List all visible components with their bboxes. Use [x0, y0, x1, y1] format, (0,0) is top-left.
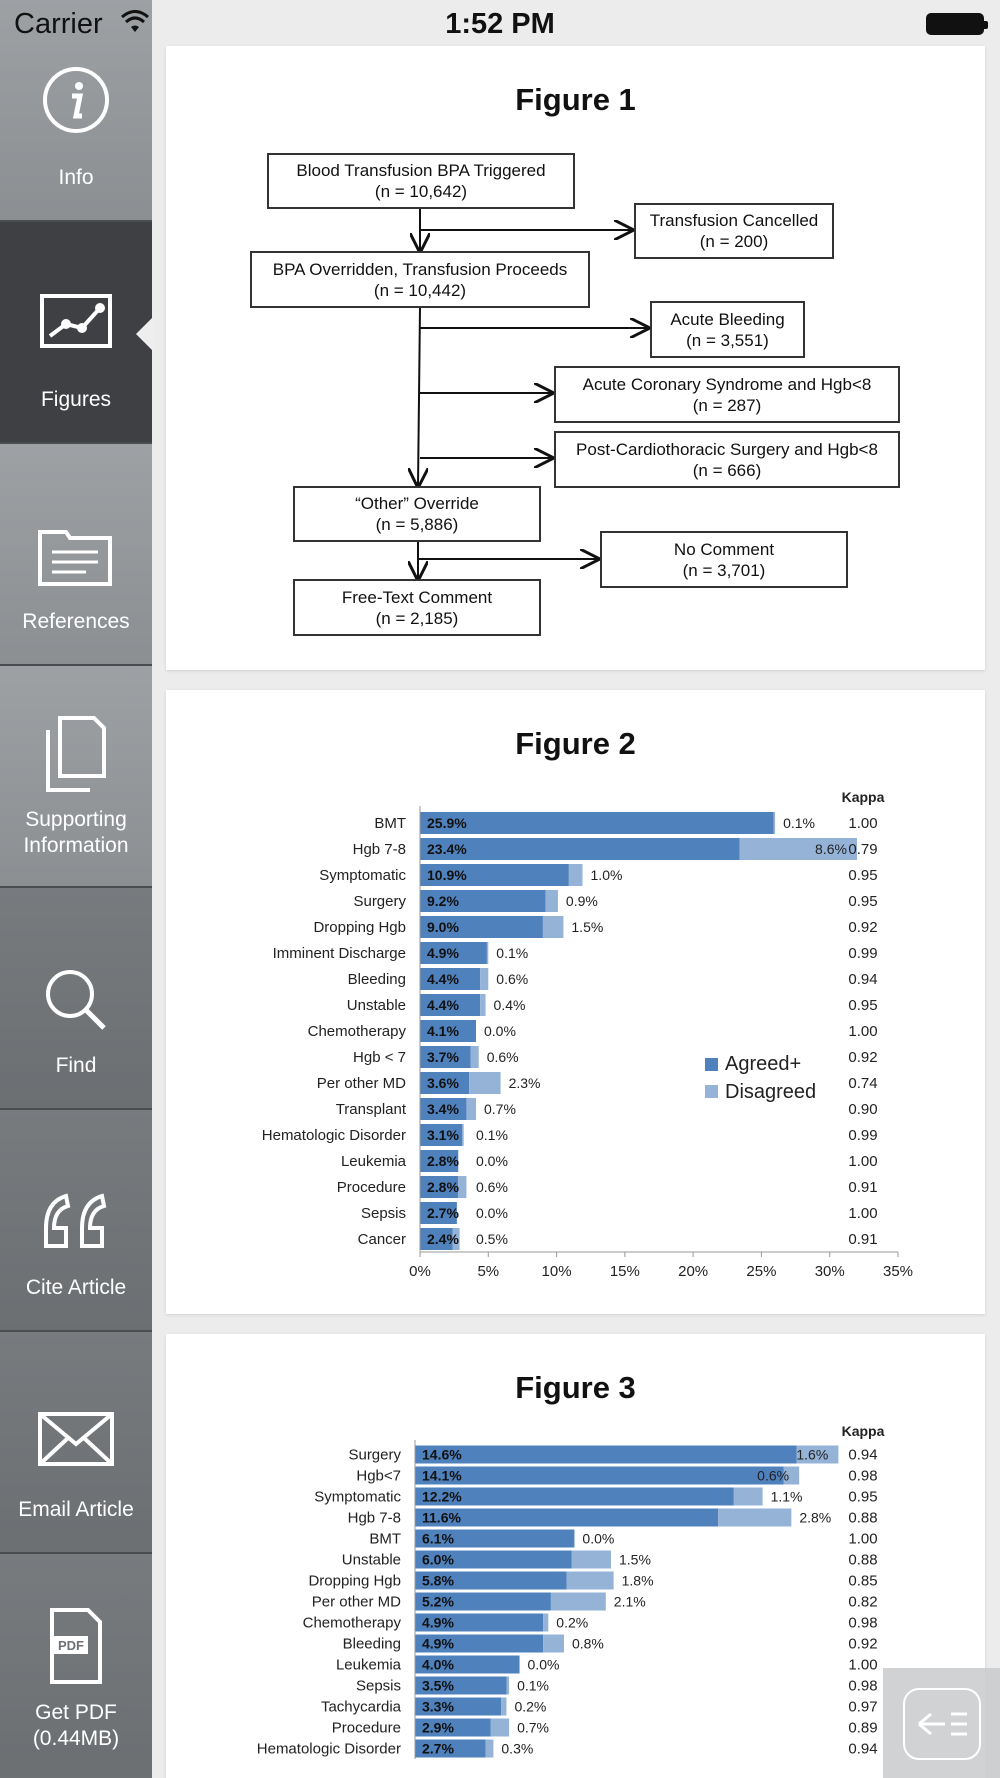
- category-label: Leukemia: [335, 1656, 401, 1674]
- carrier-label: Carrier: [14, 8, 103, 40]
- sidebar-item-label: Info: [58, 166, 94, 189]
- category-label: Hematologic Disorder: [256, 1740, 401, 1758]
- svg-text:PDF: PDF: [58, 1638, 84, 1653]
- kappa-value: 0.94: [848, 971, 878, 988]
- disagreed-value-label: 2.8%: [799, 1509, 832, 1526]
- flow-box-bpa-triggered: [267, 153, 575, 209]
- flow-box-count: (n = 3,551): [686, 330, 769, 350]
- sidebar-item-label: Get PDF (0.44MB): [32, 1701, 120, 1750]
- flow-box-acute-bleeding: [650, 301, 805, 358]
- disagreed-value-label: 0.1%: [476, 1127, 508, 1143]
- category-label: Transplant: [335, 1101, 406, 1118]
- kappa-value: 0.98: [848, 1467, 878, 1485]
- kappa-value: 0.91: [848, 1231, 878, 1248]
- agreed-value-label: 6.0%: [422, 1551, 454, 1568]
- category-label: BMT: [374, 815, 406, 832]
- agreed-value-label: 2.7%: [422, 1740, 454, 1757]
- category-label: Bleeding: [347, 971, 406, 988]
- disagreed-value-label: 0.9%: [565, 893, 598, 909]
- agreed-value-label: 23.4%: [427, 841, 467, 857]
- flow-box-label: Acute Bleeding: [670, 309, 785, 329]
- sidebar-item-label: Cite Article: [25, 1276, 127, 1299]
- flow-box-acute-coronary-syndrome: [554, 366, 900, 423]
- flow-box-count: (n = 5,886): [375, 515, 459, 534]
- category-label: Procedure: [331, 1719, 401, 1737]
- kappa-value: 1.00: [848, 1530, 878, 1548]
- x-tick-label: 20%: [678, 1263, 709, 1280]
- back-button[interactable]: [883, 1668, 1000, 1778]
- bar-agreed: [415, 1467, 784, 1485]
- agreed-value-label: 2.7%: [427, 1205, 459, 1221]
- category-label: Unstable: [341, 1551, 401, 1569]
- bar-agreed: [415, 1446, 797, 1464]
- disagreed-value-label: 0.6%: [486, 1049, 519, 1065]
- disagreed-value-label: 0.2%: [514, 1698, 547, 1715]
- kappa-value: 0.92: [848, 1635, 878, 1653]
- category-label: Hgb < 7: [353, 1049, 406, 1066]
- bar-disagreed: [543, 1635, 564, 1653]
- flow-box-count: (n = 287): [692, 395, 762, 415]
- bar-disagreed: [491, 1719, 509, 1737]
- disagreed-value-label: 0.4%: [493, 997, 526, 1013]
- category-label: Symptomatic: [314, 1488, 401, 1506]
- category-label: Cancer: [357, 1231, 406, 1248]
- agreed-value-label: 9.2%: [427, 893, 459, 909]
- sidebar-item-label: References: [22, 610, 130, 633]
- disagreed-value-label: 0.7%: [483, 1101, 516, 1117]
- bar-disagreed: [487, 942, 488, 964]
- disagreed-value-label: 0.0%: [476, 1205, 508, 1221]
- category-label: Surgery: [353, 893, 406, 910]
- agreed-value-label: 6.1%: [422, 1530, 454, 1547]
- bar-disagreed: [466, 1098, 476, 1120]
- sidebar-item-label: Figures: [40, 388, 112, 411]
- agreed-value-label: 2.9%: [422, 1719, 454, 1736]
- kappa-value: 0.74: [848, 1075, 878, 1092]
- agreed-value-label: 9.0%: [427, 919, 459, 935]
- bar-disagreed: [501, 1698, 506, 1716]
- flow-box-label: BPA Overridden, Transfusion Proceeds: [272, 259, 568, 279]
- figure-2-chart: [166, 690, 985, 1314]
- bar-agreed: [420, 812, 774, 834]
- battery-icon: [926, 13, 984, 35]
- agreed-value-label: 4.9%: [422, 1635, 454, 1652]
- agreed-value-label: 2.8%: [427, 1153, 459, 1169]
- legend-label-disagreed: Disagreed: [725, 1081, 817, 1103]
- category-label: Hgb 7-8: [347, 1509, 401, 1527]
- bar-disagreed: [506, 1677, 509, 1695]
- kappa-value: 0.89: [848, 1719, 878, 1737]
- kappa-value: 0.95: [848, 867, 878, 884]
- bar-disagreed: [774, 812, 775, 834]
- flow-box-count: (n = 10,642): [374, 182, 468, 201]
- kappa-value: 0.97: [848, 1698, 878, 1716]
- disagreed-value-label: 1.1%: [770, 1488, 803, 1505]
- category-label: Per other MD: [316, 1075, 406, 1092]
- bar-disagreed: [458, 1176, 466, 1198]
- agreed-value-label: 4.9%: [422, 1614, 454, 1631]
- kappa-value: 1.00: [848, 1656, 878, 1674]
- kappa-value: 0.85: [848, 1572, 878, 1590]
- email-icon: [36, 1402, 116, 1482]
- kappa-header: Kappa: [841, 789, 885, 805]
- disagreed-value-label: 0.2%: [556, 1614, 589, 1631]
- sidebar-item-supporting-information[interactable]: [0, 666, 152, 888]
- kappa-value: 0.92: [848, 1049, 878, 1066]
- disagreed-value-label: 0.7%: [517, 1719, 550, 1736]
- agreed-value-label: 12.2%: [422, 1488, 462, 1505]
- disagreed-value-label: 0.1%: [783, 815, 816, 831]
- agreed-value-label: 2.8%: [427, 1179, 459, 1195]
- status-bar: [0, 0, 1000, 46]
- agreed-value-label: 3.3%: [422, 1698, 454, 1715]
- bar-disagreed: [462, 1124, 463, 1146]
- agreed-value-label: 11.6%: [422, 1509, 461, 1526]
- kappa-value: 0.79: [848, 841, 878, 858]
- category-label: Leukemia: [340, 1153, 406, 1170]
- disagreed-value-label: 0.0%: [476, 1153, 508, 1169]
- category-label: Dropping Hgb: [308, 1572, 401, 1590]
- kappa-value: 0.95: [848, 893, 878, 910]
- figure-title: Figure 2: [515, 726, 636, 761]
- bar-disagreed: [718, 1509, 791, 1527]
- disagreed-value-label: 1.6%: [796, 1446, 829, 1463]
- agreed-value-label: 25.9%: [427, 815, 467, 831]
- figure-title: Figure 1: [515, 82, 636, 117]
- flow-box-label: Transfusion Cancelled: [649, 211, 819, 230]
- disagreed-value-label: 0.8%: [571, 1635, 604, 1652]
- flow-box-post-cardiothoracic: [554, 431, 900, 488]
- back-arrow-icon: [903, 1688, 981, 1760]
- legend-label-agreed: Agreed+: [725, 1053, 802, 1075]
- supporting-info-icon: [36, 714, 116, 794]
- category-label: Hematologic Disorder: [261, 1127, 406, 1144]
- kappa-value: 0.99: [848, 1127, 878, 1144]
- kappa-value: 0.94: [848, 1740, 878, 1758]
- kappa-value: 0.95: [848, 997, 878, 1014]
- bar-disagreed: [486, 1740, 494, 1758]
- category-label: Per other MD: [311, 1593, 401, 1611]
- kappa-value: 0.98: [848, 1677, 878, 1695]
- x-tick-label: 0%: [409, 1263, 431, 1280]
- sidebar-item-references[interactable]: [0, 444, 152, 666]
- bar-disagreed: [543, 1614, 548, 1632]
- x-tick-label: 15%: [609, 1263, 640, 1280]
- category-label: Bleeding: [342, 1635, 401, 1653]
- category-label: Sepsis: [355, 1677, 401, 1695]
- category-label: Procedure: [336, 1179, 406, 1196]
- bar-disagreed: [471, 1046, 479, 1068]
- disagreed-value-label: 0.1%: [517, 1677, 550, 1694]
- disagreed-value-label: 0.6%: [476, 1179, 508, 1195]
- x-tick-label: 30%: [814, 1263, 845, 1280]
- disagreed-value-label: 1.5%: [571, 919, 604, 935]
- sidebar-item-email-article[interactable]: [0, 1332, 152, 1554]
- kappa-value: 0.95: [848, 1488, 878, 1506]
- kappa-value: 0.90: [848, 1101, 878, 1118]
- sidebar-item-cite-article[interactable]: [0, 1110, 152, 1332]
- status-time: 1:52 PM: [445, 8, 555, 40]
- kappa-value: 0.82: [848, 1593, 878, 1611]
- figure-1-card[interactable]: [166, 46, 985, 670]
- figure-3-chart: [166, 1334, 985, 1778]
- flow-box-count: (n = 2,185): [375, 608, 459, 628]
- agreed-value-label: 2.4%: [427, 1231, 459, 1247]
- sidebar-item-label: Email Article: [18, 1498, 134, 1521]
- kappa-value: 1.00: [848, 1023, 878, 1040]
- flow-box-label: Free-Text Comment: [341, 587, 493, 607]
- x-tick-label: 35%: [882, 1263, 914, 1280]
- kappa-value: 1.00: [848, 1153, 878, 1170]
- disagreed-value-label: 0.1%: [496, 945, 529, 961]
- category-label: Imminent Discharge: [272, 945, 406, 962]
- figures-icon: [36, 290, 116, 370]
- search-icon: [36, 960, 116, 1040]
- bar-agreed: [415, 1488, 734, 1506]
- disagreed-value-label: 0.3%: [501, 1740, 534, 1757]
- category-label: Unstable: [346, 997, 406, 1014]
- flow-box-count: (n = 10,442): [373, 280, 467, 300]
- kappa-value: 0.99: [848, 945, 878, 962]
- category-label: Hgb<7: [356, 1467, 401, 1485]
- agreed-value-label: 14.1%: [422, 1467, 462, 1484]
- flowchart-connectors: [166, 46, 985, 670]
- disagreed-value-label: 8.6%: [815, 841, 847, 857]
- agreed-value-label: 14.6%: [422, 1446, 462, 1463]
- pdf-icon: [36, 1606, 116, 1686]
- x-tick-label: 5%: [477, 1263, 500, 1280]
- flow-box-label: “Other” Override: [355, 494, 479, 513]
- info-icon: [36, 60, 116, 140]
- bar-disagreed: [569, 864, 583, 886]
- kappa-value: 0.92: [848, 919, 878, 936]
- flow-box-label: Acute Coronary Syndrome and Hgb<8: [582, 374, 872, 394]
- agreed-value-label: 3.6%: [427, 1075, 459, 1091]
- flow-box-no-comment: [600, 531, 848, 588]
- agreed-value-label: 4.4%: [427, 971, 459, 987]
- disagreed-value-label: 0.0%: [483, 1023, 516, 1039]
- kappa-value: 1.00: [848, 815, 878, 832]
- flow-box-free-text-comment: [293, 579, 541, 636]
- category-label: Symptomatic: [319, 867, 406, 884]
- category-label: Dropping Hgb: [313, 919, 406, 936]
- flow-box-count: (n = 200): [699, 232, 769, 251]
- disagreed-value-label: 0.0%: [527, 1656, 560, 1673]
- category-label: Surgery: [348, 1446, 401, 1464]
- disagreed-value-label: 0.6%: [496, 971, 529, 987]
- kappa-value: 0.88: [848, 1509, 878, 1527]
- category-label: Sepsis: [360, 1205, 406, 1222]
- category-label: Hgb 7-8: [352, 841, 406, 858]
- kappa-value: 0.98: [848, 1614, 878, 1632]
- disagreed-value-label: 0.5%: [476, 1231, 508, 1247]
- bar-disagreed: [572, 1551, 611, 1569]
- flow-box-transfusion-cancelled: [634, 203, 834, 259]
- flow-box-label: Post-Cardiothoracic Surgery and Hgb<8: [576, 439, 878, 459]
- bar-agreed: [420, 838, 740, 860]
- disagreed-value-label: 1.8%: [621, 1572, 654, 1589]
- flow-box-bpa-overridden: [250, 251, 590, 308]
- agreed-value-label: 3.5%: [422, 1677, 454, 1694]
- bar-disagreed: [546, 890, 558, 912]
- sidebar-item-label: Supporting Information: [23, 808, 129, 857]
- flow-box-label: Blood Transfusion BPA Triggered: [296, 161, 546, 180]
- category-label: Chemotherapy: [302, 1614, 401, 1632]
- bar-disagreed: [469, 1072, 500, 1094]
- bar-disagreed: [551, 1593, 606, 1611]
- bar-disagreed: [543, 916, 563, 938]
- flow-box-count: (n = 666): [692, 460, 762, 480]
- agreed-value-label: 4.9%: [427, 945, 459, 961]
- selection-indicator: [136, 316, 154, 352]
- category-label: Tachycardia: [320, 1698, 401, 1716]
- bar-disagreed: [734, 1488, 763, 1506]
- sidebar-item-figures[interactable]: [0, 222, 152, 444]
- disagreed-value-label: 0.6%: [757, 1467, 790, 1484]
- kappa-value: 0.91: [848, 1179, 878, 1196]
- bar-disagreed: [480, 994, 485, 1016]
- agreed-value-label: 4.1%: [427, 1023, 459, 1039]
- disagreed-value-label: 1.5%: [619, 1551, 651, 1568]
- category-label: BMT: [369, 1530, 401, 1548]
- agreed-value-label: 3.1%: [427, 1127, 459, 1143]
- bar-disagreed: [567, 1572, 614, 1590]
- agreed-value-label: 5.8%: [422, 1572, 454, 1589]
- figure-3-card[interactable]: [166, 1334, 985, 1778]
- figure-title: Figure 3: [515, 1370, 636, 1405]
- sidebar-item-find[interactable]: [0, 888, 152, 1110]
- agreed-value-label: 3.4%: [427, 1101, 459, 1117]
- legend-swatch-agreed: [705, 1058, 718, 1071]
- agreed-value-label: 3.7%: [427, 1049, 459, 1065]
- flow-box-other-override: [293, 486, 541, 542]
- legend-swatch-disagreed: [705, 1085, 718, 1098]
- bar-disagreed: [480, 968, 488, 990]
- disagreed-value-label: 2.1%: [613, 1593, 646, 1610]
- figure-2-card[interactable]: [166, 690, 985, 1314]
- agreed-value-label: 10.9%: [427, 867, 467, 883]
- agreed-value-label: 4.4%: [427, 997, 459, 1013]
- quote-icon: [36, 1188, 116, 1268]
- kappa-value: 1.00: [848, 1205, 878, 1222]
- x-tick-label: 25%: [746, 1263, 777, 1280]
- sidebar-item-get-pdf[interactable]: [0, 1554, 152, 1776]
- kappa-header: Kappa: [841, 1423, 885, 1439]
- x-tick-label: 10%: [541, 1263, 572, 1280]
- references-icon: [36, 522, 116, 602]
- kappa-value: 0.94: [848, 1446, 878, 1464]
- sidebar: [0, 0, 152, 1778]
- disagreed-value-label: 0.0%: [582, 1530, 615, 1547]
- kappa-value: 0.88: [848, 1551, 878, 1569]
- sidebar-item-label: Find: [55, 1054, 97, 1077]
- flow-box-count: (n = 3,701): [682, 560, 766, 580]
- agreed-value-label: 5.2%: [422, 1593, 454, 1610]
- disagreed-value-label: 2.3%: [508, 1075, 541, 1091]
- category-label: Chemotherapy: [307, 1023, 406, 1040]
- agreed-value-label: 4.0%: [422, 1656, 454, 1673]
- disagreed-value-label: 1.0%: [590, 867, 623, 883]
- flow-box-label: No Comment: [673, 539, 775, 559]
